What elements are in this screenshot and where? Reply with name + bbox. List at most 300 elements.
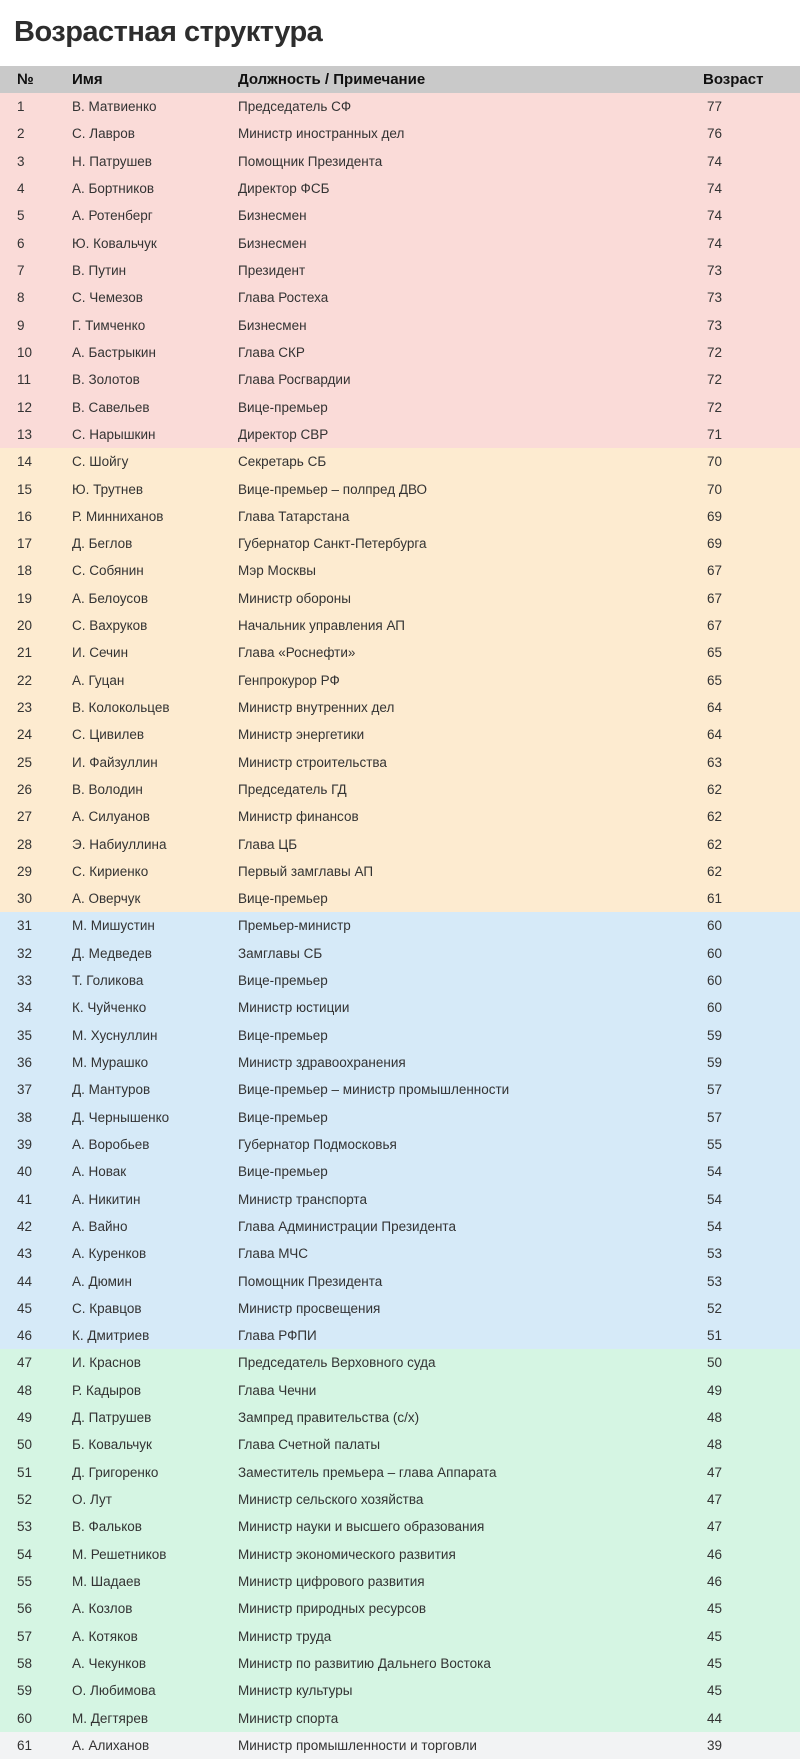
row-number: 44	[17, 1273, 33, 1289]
person-role: Помощник Президента	[238, 1273, 383, 1289]
person-role: Начальник управления АП	[238, 618, 406, 634]
person-name: Д. Григоренко	[72, 1464, 159, 1480]
person-role: Вице-премьер	[238, 399, 328, 415]
person-name: А. Новак	[72, 1164, 127, 1180]
table-row	[0, 120, 800, 147]
table-row	[0, 393, 800, 420]
person-age: 45	[707, 1628, 723, 1644]
person-age: 57	[707, 1109, 723, 1125]
person-role: Вице-премьер	[238, 891, 328, 907]
table-row	[0, 1377, 800, 1404]
row-number: 3	[17, 153, 25, 169]
person-role: Вице-премьер	[238, 1164, 328, 1180]
person-name: А. Белоусов	[72, 590, 148, 606]
person-name: Р. Кадыров	[72, 1382, 142, 1398]
row-number: 32	[17, 945, 33, 961]
person-role: Бизнесмен	[238, 235, 307, 251]
table-row	[0, 1513, 800, 1540]
person-name: А. Куренков	[72, 1246, 147, 1262]
row-number: 40	[17, 1164, 33, 1180]
person-role: Помощник Президента	[238, 153, 383, 169]
table-row	[0, 885, 800, 912]
person-age: 50	[707, 1355, 723, 1371]
page-title: Возрастная структура	[14, 16, 323, 48]
person-name: М. Хуснуллин	[72, 1027, 158, 1043]
person-age: 54	[707, 1164, 723, 1180]
person-name: А. Козлов	[72, 1601, 133, 1617]
person-role: Бизнесмен	[238, 208, 307, 224]
row-number: 24	[17, 727, 33, 743]
person-age: 62	[707, 809, 723, 825]
person-name: С. Нарышкин	[72, 426, 156, 442]
row-number: 28	[17, 836, 33, 852]
person-age: 67	[707, 563, 723, 579]
table-row	[0, 994, 800, 1021]
person-name: И. Краснов	[72, 1355, 141, 1371]
person-role: Министр природных ресурсов	[238, 1601, 427, 1617]
person-age: 64	[707, 727, 723, 743]
table-header-row	[0, 66, 800, 93]
person-age: 54	[707, 1218, 723, 1234]
person-name: Д. Патрушев	[72, 1410, 152, 1426]
person-name: В. Савельев	[72, 399, 150, 415]
row-number: 23	[17, 700, 33, 715]
row-number: 13	[17, 426, 33, 442]
person-role: Министр просвещения	[238, 1300, 381, 1316]
table-row	[0, 1650, 800, 1677]
row-number: 55	[17, 1573, 33, 1589]
table-row	[0, 1595, 800, 1622]
person-role: Директор ФСБ	[238, 181, 330, 197]
person-age: 62	[707, 836, 723, 852]
row-number: 48	[17, 1382, 33, 1398]
person-name: С. Кравцов	[72, 1300, 142, 1316]
person-name: В. Володин	[72, 781, 143, 797]
person-name: С. Чемезов	[72, 290, 143, 306]
table-row	[0, 448, 800, 475]
table-row	[0, 612, 800, 639]
table-row	[0, 503, 800, 530]
person-role: Зампред правительства (с/х)	[238, 1410, 420, 1426]
person-name: А. Никитин	[72, 1191, 141, 1207]
person-name: Б. Ковальчук	[72, 1437, 152, 1453]
row-number: 22	[17, 672, 33, 688]
table-row	[0, 257, 800, 284]
person-name: А. Вайно	[72, 1218, 128, 1234]
person-name: Д. Медведев	[72, 945, 152, 961]
person-age: 64	[707, 700, 723, 715]
person-age: 65	[707, 672, 723, 688]
table-row	[0, 1677, 800, 1704]
person-age: 54	[707, 1191, 723, 1207]
person-role: Глава Счетной палаты	[238, 1437, 381, 1453]
row-number: 58	[17, 1655, 33, 1671]
person-role: Председатель ГД	[238, 781, 347, 797]
person-name: А. Оверчук	[72, 891, 141, 907]
person-role: Глава СКР	[238, 344, 305, 360]
person-name: К. Чуйченко	[72, 1000, 147, 1016]
person-name: К. Дмитриев	[72, 1328, 150, 1344]
person-role: Министр сельского хозяйства	[238, 1492, 424, 1508]
person-role: Генпрокурор РФ	[238, 672, 340, 688]
person-age: 63	[707, 754, 723, 770]
person-age: 60	[707, 918, 723, 934]
row-number: 34	[17, 1000, 33, 1016]
person-name: А. Воробьев	[72, 1136, 150, 1152]
person-name: Т. Голикова	[72, 973, 144, 989]
row-number: 54	[17, 1546, 33, 1562]
person-age: 60	[707, 973, 723, 989]
person-age: 72	[707, 344, 723, 360]
person-age: 39	[707, 1737, 723, 1753]
table-row	[0, 803, 800, 830]
row-number: 57	[17, 1628, 33, 1644]
person-role: Вице-премьер – министр промышленности	[238, 1082, 510, 1098]
person-age: 72	[707, 399, 723, 415]
person-age: 65	[707, 645, 723, 661]
person-name: А. Алиханов	[72, 1737, 150, 1753]
person-name: Д. Беглов	[72, 536, 133, 552]
person-role: Министр обороны	[238, 590, 351, 606]
table-row	[0, 694, 800, 721]
person-role: Глава Чечни	[238, 1382, 317, 1398]
table-row	[0, 1022, 800, 1049]
person-role: Бизнесмен	[238, 317, 307, 333]
row-number: 38	[17, 1109, 33, 1125]
table-row	[0, 475, 800, 502]
row-number: 50	[17, 1437, 33, 1453]
table-row	[0, 202, 800, 229]
person-role: Губернатор Подмосковья	[238, 1136, 397, 1152]
person-name: Ю. Ковальчук	[72, 235, 157, 251]
person-name: Ю. Трутнев	[72, 481, 144, 497]
person-role: Глава ЦБ	[238, 836, 298, 852]
person-age: 67	[707, 618, 723, 634]
row-number: 6	[17, 235, 25, 251]
table-row	[0, 912, 800, 939]
person-age: 73	[707, 263, 723, 279]
person-age: 74	[707, 235, 723, 251]
row-number: 1	[17, 99, 25, 115]
person-age: 47	[707, 1519, 723, 1535]
person-role: Председатель Верховного суда	[238, 1355, 436, 1371]
person-role: Вице-премьер	[238, 1109, 328, 1125]
table-row	[0, 1322, 800, 1349]
person-name: Г. Тимченко	[72, 317, 146, 333]
table-row	[0, 1704, 800, 1731]
table-row	[0, 1076, 800, 1103]
table-row	[0, 311, 800, 338]
person-role: Глава МЧС	[238, 1246, 309, 1262]
person-name: Н. Патрушев	[72, 153, 152, 169]
person-name: А. Бастрыкин	[72, 344, 156, 360]
row-number: 27	[17, 809, 33, 825]
table-row	[0, 284, 800, 311]
person-role: Министр строительства	[238, 754, 387, 770]
table-row	[0, 1459, 800, 1486]
person-age: 48	[707, 1410, 723, 1426]
row-number: 35	[17, 1027, 33, 1043]
person-role: Глава Администрации Президента	[238, 1218, 456, 1234]
person-age: 71	[707, 426, 723, 442]
person-name: В. Колокольцев	[72, 700, 170, 715]
person-name: Э. Набиуллина	[72, 836, 167, 852]
person-age: 60	[707, 1000, 723, 1016]
person-age: 70	[707, 454, 723, 470]
table-row	[0, 1295, 800, 1322]
person-name: М. Шадаев	[72, 1573, 141, 1589]
person-age: 46	[707, 1546, 723, 1562]
person-role: Министр транспорта	[238, 1191, 367, 1207]
person-role: Министр промышленности и торговли	[238, 1737, 477, 1753]
row-number: 47	[17, 1355, 33, 1371]
person-age: 45	[707, 1683, 723, 1699]
person-role: Заместитель премьера – глава Аппарата	[238, 1464, 497, 1480]
table-row	[0, 1131, 800, 1158]
person-name: А. Котяков	[72, 1628, 138, 1644]
row-number: 33	[17, 973, 33, 989]
person-role: Министр культуры	[238, 1683, 353, 1699]
table-row	[0, 639, 800, 666]
row-number: 15	[17, 481, 33, 497]
person-name: А. Дюмин	[72, 1273, 132, 1289]
table-row	[0, 1267, 800, 1294]
table-row	[0, 230, 800, 257]
table-row	[0, 1349, 800, 1376]
age-structure-table	[0, 66, 800, 1759]
row-number: 19	[17, 590, 33, 606]
row-number: 20	[17, 618, 33, 634]
row-number: 36	[17, 1055, 33, 1071]
row-number: 26	[17, 781, 33, 797]
person-role: Директор СВР	[238, 426, 329, 442]
table-row	[0, 585, 800, 612]
row-number: 45	[17, 1300, 33, 1316]
person-role: Губернатор Санкт-Петербурга	[238, 536, 427, 552]
table-row	[0, 1158, 800, 1185]
table-row	[0, 667, 800, 694]
table-row	[0, 1541, 800, 1568]
person-age: 61	[707, 891, 723, 907]
person-name: В. Матвиенко	[72, 99, 157, 115]
person-role: Глава Ростеха	[238, 290, 329, 306]
row-number: 41	[17, 1191, 33, 1207]
table-row	[0, 1104, 800, 1131]
table-row	[0, 1213, 800, 1240]
person-name: А. Ротенберг	[72, 208, 153, 224]
person-name: В. Золотов	[72, 372, 140, 388]
person-role: Секретарь СБ	[238, 454, 327, 470]
person-age: 59	[707, 1027, 723, 1043]
person-age: 47	[707, 1464, 723, 1480]
person-role: Замглавы СБ	[238, 945, 323, 961]
person-role: Глава РФПИ	[238, 1328, 317, 1344]
person-age: 69	[707, 508, 723, 524]
column-header-name: Имя	[72, 71, 103, 88]
person-name: С. Кириенко	[72, 863, 149, 879]
person-name: О. Лут	[72, 1492, 112, 1508]
row-number: 18	[17, 563, 33, 579]
person-age: 74	[707, 153, 723, 169]
person-age: 73	[707, 317, 723, 333]
table-body	[0, 93, 800, 1759]
row-number: 12	[17, 399, 33, 415]
person-role: Министр по развитию Дальнего Востока	[238, 1655, 491, 1671]
person-age: 55	[707, 1136, 723, 1152]
row-number: 8	[17, 290, 25, 306]
column-header-number: №	[17, 71, 34, 88]
person-role: Мэр Москвы	[238, 563, 316, 579]
table-row	[0, 557, 800, 584]
person-age: 74	[707, 181, 723, 197]
person-name: И. Файзуллин	[72, 754, 158, 770]
person-role: Министр финансов	[238, 809, 359, 825]
row-number: 53	[17, 1519, 33, 1535]
table-row	[0, 1732, 800, 1759]
person-age: 45	[707, 1601, 723, 1617]
person-name: А. Бортников	[72, 181, 155, 197]
table-row	[0, 1622, 800, 1649]
person-name: Д. Мантуров	[72, 1082, 151, 1098]
column-header-age: Возраст	[703, 71, 764, 88]
table-row	[0, 830, 800, 857]
person-role: Глава Татарстана	[238, 508, 350, 524]
row-number: 17	[17, 536, 33, 552]
person-age: 53	[707, 1246, 723, 1262]
person-role: Министр экономического развития	[238, 1546, 456, 1562]
row-number: 46	[17, 1328, 33, 1344]
person-name: О. Любимова	[72, 1683, 156, 1699]
person-role: Министр энергетики	[238, 727, 365, 743]
table-row	[0, 148, 800, 175]
person-age: 59	[707, 1055, 723, 1071]
row-number: 37	[17, 1082, 33, 1098]
row-number: 61	[17, 1737, 33, 1753]
person-name: С. Вахруков	[72, 618, 148, 634]
person-age: 45	[707, 1655, 723, 1671]
row-number: 31	[17, 918, 33, 934]
person-name: В. Фальков	[72, 1519, 142, 1535]
person-name: В. Путин	[72, 263, 127, 279]
person-role: Министр юстиции	[238, 1000, 350, 1016]
table-row	[0, 1486, 800, 1513]
person-role: Вице-премьер – полпред ДВО	[238, 481, 428, 497]
person-age: 76	[707, 126, 723, 142]
person-role: Министр здравоохранения	[238, 1055, 406, 1071]
person-age: 70	[707, 481, 723, 497]
row-number: 14	[17, 454, 33, 470]
person-role: Министр науки и высшего образования	[238, 1519, 485, 1535]
person-role: Президент	[238, 263, 306, 279]
person-role: Глава Росгвардии	[238, 372, 351, 388]
row-number: 56	[17, 1601, 33, 1617]
person-name: С. Шойгу	[72, 454, 129, 470]
row-number: 2	[17, 126, 25, 142]
person-role: Вице-премьер	[238, 1027, 328, 1043]
person-role: Глава «Роснефти»	[238, 645, 356, 661]
row-number: 51	[17, 1464, 33, 1480]
table-row	[0, 1185, 800, 1212]
row-number: 9	[17, 317, 25, 333]
person-role: Премьер-министр	[238, 918, 351, 934]
person-role: Министр труда	[238, 1628, 332, 1644]
person-role: Председатель СФ	[238, 99, 352, 115]
person-age: 77	[707, 99, 723, 115]
row-number: 52	[17, 1492, 33, 1508]
table-row	[0, 1240, 800, 1267]
row-number: 59	[17, 1683, 33, 1699]
person-role: Министр внутренних дел	[238, 700, 395, 715]
table-row	[0, 721, 800, 748]
row-number: 30	[17, 891, 33, 907]
person-age: 67	[707, 590, 723, 606]
person-name: М. Мурашко	[72, 1055, 149, 1071]
person-age: 51	[707, 1328, 723, 1344]
person-name: С. Собянин	[72, 563, 144, 579]
table-row	[0, 175, 800, 202]
table-row	[0, 776, 800, 803]
row-number: 39	[17, 1136, 33, 1152]
person-age: 47	[707, 1492, 723, 1508]
person-name: М. Решетников	[72, 1546, 167, 1562]
table-row	[0, 1431, 800, 1458]
table-row	[0, 421, 800, 448]
person-age: 46	[707, 1573, 723, 1589]
row-number: 25	[17, 754, 33, 770]
person-age: 48	[707, 1437, 723, 1453]
person-name: Р. Минниханов	[72, 508, 164, 524]
table-row	[0, 1404, 800, 1431]
row-number: 43	[17, 1246, 33, 1262]
table-row	[0, 93, 800, 120]
person-name: С. Цивилев	[72, 727, 145, 743]
row-number: 7	[17, 263, 25, 279]
table-row	[0, 339, 800, 366]
person-role: Министр спорта	[238, 1710, 339, 1726]
person-age: 49	[707, 1382, 723, 1398]
row-number: 10	[17, 344, 33, 360]
person-age: 57	[707, 1082, 723, 1098]
person-name: М. Дегтярев	[72, 1710, 149, 1726]
table-row	[0, 858, 800, 885]
table-row	[0, 940, 800, 967]
row-number: 49	[17, 1410, 33, 1426]
person-age: 73	[707, 290, 723, 306]
row-number: 5	[17, 208, 25, 224]
table-row	[0, 967, 800, 994]
person-age: 72	[707, 372, 723, 388]
person-name: М. Мишустин	[72, 918, 155, 934]
row-number: 11	[17, 372, 32, 388]
person-age: 69	[707, 536, 723, 552]
person-name: И. Сечин	[72, 645, 129, 661]
person-age: 60	[707, 945, 723, 961]
person-age: 44	[707, 1710, 723, 1726]
person-role: Министр цифрового развития	[238, 1573, 425, 1589]
row-number: 16	[17, 508, 33, 524]
row-number: 29	[17, 863, 33, 879]
table-row	[0, 748, 800, 775]
person-role: Вице-премьер	[238, 973, 328, 989]
table-row	[0, 366, 800, 393]
table-row	[0, 530, 800, 557]
row-number: 60	[17, 1710, 33, 1726]
person-role: Министр иностранных дел	[238, 126, 405, 142]
person-name: А. Силуанов	[72, 809, 150, 825]
person-name: Д. Чернышенко	[72, 1109, 170, 1125]
title-block	[0, 0, 800, 66]
person-age: 62	[707, 863, 723, 879]
